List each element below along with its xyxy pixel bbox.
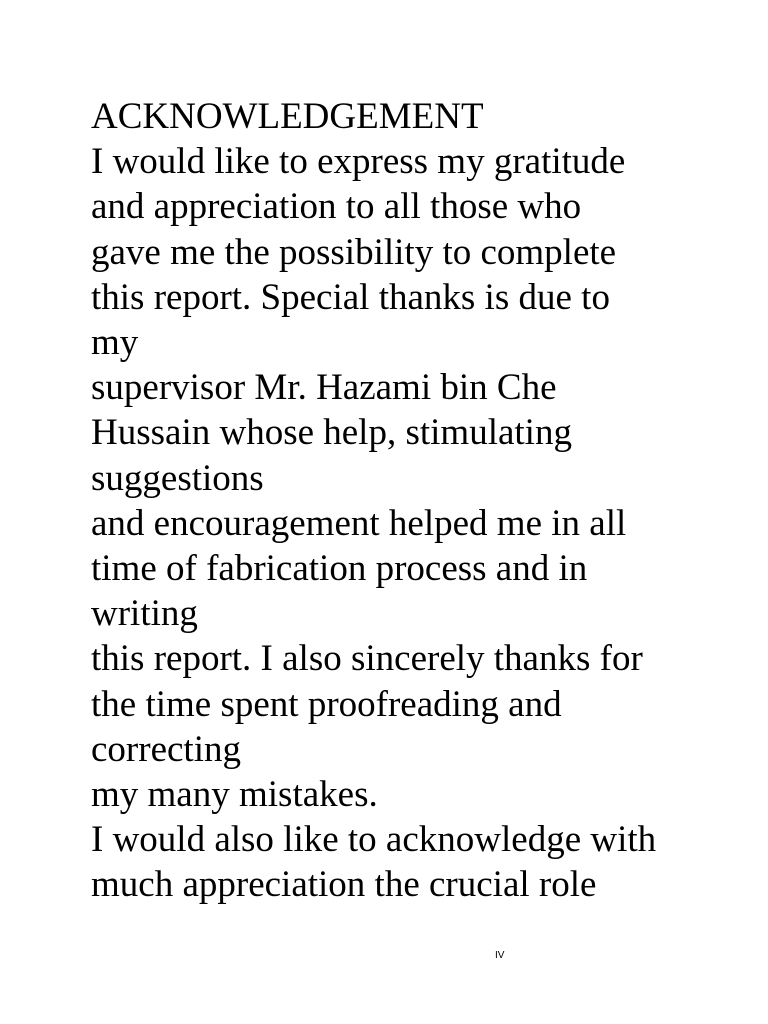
- text-line-7: Hussain whose help, stimulating: [91, 412, 572, 454]
- text-line-8: suggestions: [91, 457, 264, 499]
- text-line-15: my many mistakes.: [91, 774, 378, 816]
- text-line-2: and appreciation to all those who: [91, 186, 582, 228]
- text-line-6: supervisor Mr. Hazami bin Che: [91, 367, 557, 409]
- page-number: IV: [495, 950, 505, 961]
- text-line-14: correcting: [91, 728, 241, 770]
- text-line-11: writing: [91, 593, 198, 635]
- text-line-5: my: [91, 322, 139, 364]
- text-line-10: time of fabrication process and in: [91, 548, 588, 590]
- text-line-13: the time spent proofreading and: [91, 683, 562, 725]
- text-line-17: much appreciation the crucial role: [91, 864, 597, 906]
- acknowledgement-body: [91, 94, 691, 908]
- text-line-4: this report. Special thanks is due to: [91, 276, 610, 318]
- text-line-1: I would like to express my gratitude: [91, 141, 626, 183]
- text-line-12: this report. I also sincerely thanks for: [91, 638, 643, 680]
- text-line-9: and encouragement helped me in all: [91, 502, 627, 544]
- text-line-3: gave me the possibility to complete: [91, 231, 617, 273]
- document-heading: ACKNOWLEDGEMENT: [91, 96, 484, 137]
- text-line-16: I would also like to acknowledge with: [91, 819, 657, 861]
